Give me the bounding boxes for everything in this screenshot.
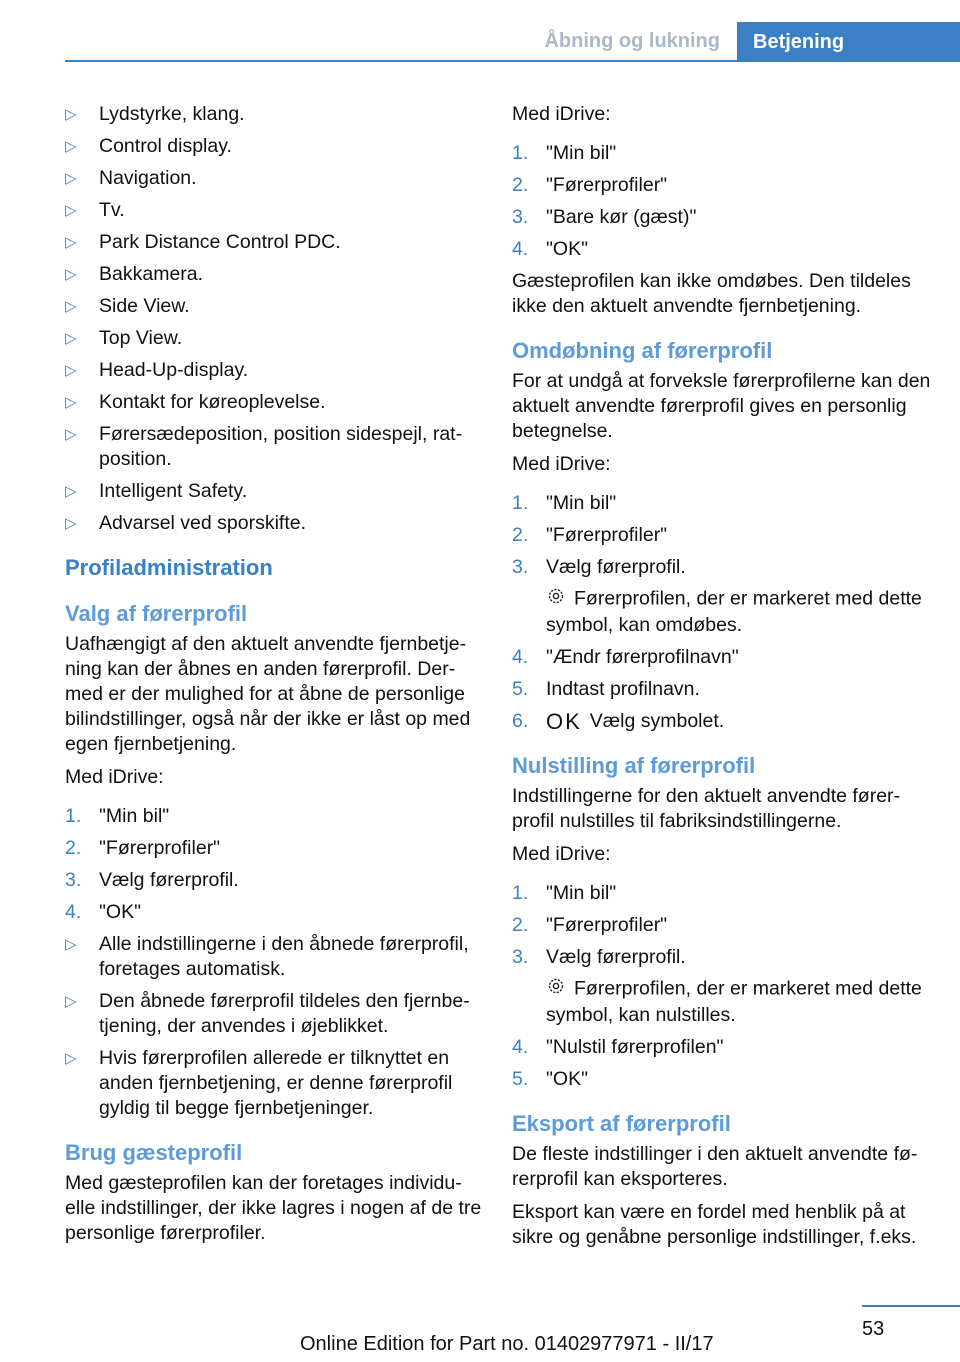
heading-eksport: Eksport af førerprofil <box>512 1111 731 1137</box>
heading-valg-af-forerprofil: Valg af førerprofil <box>65 601 248 626</box>
header-section-title: Åbning og lukning <box>544 30 720 52</box>
step-item <box>512 205 932 230</box>
step-number: 2. <box>512 174 529 196</box>
paragraph-med-idrive: Med iDrive: <box>65 766 164 788</box>
right-column <box>512 102 932 1258</box>
footer-edition: Online Edition for Part no. 01402977971 - II/17 <box>300 1333 714 1355</box>
steps-list <box>512 491 932 734</box>
step-text: "Min bil" <box>546 882 617 905</box>
step-text: "OK" <box>546 1068 589 1091</box>
step-item <box>65 868 485 893</box>
step-number: 5. <box>512 1068 529 1091</box>
list-item: ▷ Navigation. <box>65 166 485 191</box>
step-item <box>512 141 932 166</box>
heading-nulstilling: Nulstilling af førerprofil <box>512 753 756 779</box>
step-text: "Min bil" <box>99 805 170 827</box>
step-number: 4. <box>512 238 529 260</box>
paragraph: Eksport kan være en fordel med henblik på at sikre og genåbne personlige indstillinger, f.eks. <box>512 1201 917 1249</box>
step-number: 1. <box>512 882 529 905</box>
list-item: ▷ Lydstyrke, klang. <box>65 102 485 127</box>
step-text: Indtast profilnavn. <box>546 678 700 700</box>
paragraph: Uafhængigt af den aktuelt anvendte fjernbetjening kan der åbnes en anden førerprofil. Dermed er der mulighed for at åbne de personlige bilindstillinger, også når der ikke er låst op med egen fjernbetjening. <box>65 633 471 755</box>
step-number: 4. <box>512 646 529 668</box>
list-item: ▷ Head-Up-display. <box>65 358 485 383</box>
steps-list <box>65 804 485 925</box>
paragraph: Med gæsteprofilen kan der foretages individuelle indstillinger, der ikke lagres i nogen af de tre personlige førerprofiler. <box>65 1172 482 1244</box>
heading-omdobning: Omdøbning af førerprofil <box>512 338 773 363</box>
feature-list <box>65 102 485 536</box>
paragraph-med-idrive: Med iDrive: <box>512 843 611 866</box>
step-item <box>512 491 932 516</box>
step-number: 3. <box>512 556 529 578</box>
step-text: Vælg førerprofil. <box>546 946 686 969</box>
step-text: "Førerprofiler" <box>99 837 221 859</box>
step-number: 2. <box>512 914 529 937</box>
step-number: 2. <box>65 837 82 859</box>
page-number: 53 <box>862 1318 885 1340</box>
step-text: "OK" <box>546 238 589 260</box>
step-number: 4. <box>65 901 82 923</box>
list-item: ▷ Intelligent Safety. <box>65 479 485 504</box>
list-item: ▷ Tv. <box>65 198 485 223</box>
step-subnote-text: Førerprofilen, der er markeret med dette symbol, kan nulstilles. <box>546 978 922 1027</box>
step-text: Vælg symbolet. <box>589 710 725 732</box>
step-number: 6. <box>512 710 529 732</box>
page-header <box>0 0 960 62</box>
step-text: "Nulstil førerprofilen" <box>546 1036 724 1059</box>
steps-list <box>512 881 932 1092</box>
step-number: 4. <box>512 1036 529 1059</box>
step-item <box>512 1067 932 1092</box>
list-item: ▷ Kontakt for køreoplevelse. <box>65 390 485 415</box>
step-text: "OK" <box>99 901 142 923</box>
step-item <box>512 709 932 734</box>
list-item: ▷ Hvis førerprofilen allerede er tilknyttet en anden fjernbetjening, er denne førerprofil gyldig til begge fjernbetjeninger. <box>65 1046 485 1121</box>
steps-list <box>512 141 932 262</box>
step-subnote <box>546 976 932 1028</box>
step-text: "Førerprofiler" <box>546 174 668 196</box>
step-item <box>512 881 932 906</box>
list-item: ▷ Control display. <box>65 134 485 159</box>
step-number: 1. <box>512 492 529 514</box>
notes-list <box>65 932 485 1121</box>
step-subnote <box>546 586 932 638</box>
footer-rule <box>862 1305 960 1307</box>
step-item <box>512 677 932 702</box>
paragraph-med-idrive: Med iDrive: <box>512 103 611 125</box>
paragraph: Indstillingerne for den aktuelt anvendte førerprofil nulstilles til fabriksindstillingerne. <box>512 785 901 833</box>
step-item <box>512 237 932 262</box>
list-item: ▷ Den åbnede førerprofil tildeles den fjernbetjening, der anvendes i øjeblikket. <box>65 989 485 1039</box>
paragraph: Gæsteprofilen kan ikke omdøbes. Den tildeles ikke den aktuelt anvendte fjernbetjening. <box>512 270 911 317</box>
paragraph: De fleste indstillinger i den aktuelt anvendte førerprofil kan eksporteres. <box>512 1143 918 1191</box>
gear-icon <box>546 976 566 1003</box>
step-number: 3. <box>512 946 529 969</box>
heading-brug-gaesteprofil: Brug gæsteprofil <box>65 1140 243 1165</box>
step-item <box>512 1035 932 1060</box>
step-text: "Ændr førerprofilnavn" <box>546 646 739 668</box>
paragraph: For at undgå at forveksle førerprofilerne kan den aktuelt anvendte førerprofil gives en personlig betegnelse. <box>512 370 931 442</box>
step-item <box>512 913 932 938</box>
step-text: "Førerprofiler" <box>546 524 668 546</box>
step-number: 1. <box>512 142 529 164</box>
list-item: ▷ Park Distance Control PDC. <box>65 230 485 255</box>
step-item <box>512 173 932 198</box>
step-item <box>512 645 932 670</box>
step-text: Vælg førerprofil. <box>99 869 239 891</box>
gear-icon <box>546 586 566 613</box>
step-number: 5. <box>512 678 529 700</box>
step-subnote-text: Førerprofilen, der er markeret med dette symbol, kan omdøbes. <box>546 587 922 636</box>
left-column <box>65 102 485 1254</box>
header-chapter-tab: Betjening <box>737 22 960 62</box>
step-number: 1. <box>65 805 82 827</box>
step-text: "Bare kør (gæst)" <box>546 206 697 228</box>
step-text: Vælg førerprofil. <box>546 556 686 578</box>
step-item <box>65 900 485 925</box>
header-rule <box>65 60 960 62</box>
step-number: 3. <box>65 869 82 891</box>
step-number: 3. <box>512 206 529 228</box>
step-text: "Min bil" <box>546 492 617 514</box>
list-item: ▷ Alle indstillingerne i den åbnede førerprofil, foretages automatisk. <box>65 932 485 982</box>
heading-profiladministration: Profiladministration <box>65 555 273 580</box>
step-number: 2. <box>512 524 529 546</box>
list-item: ▷ Advarsel ved sporskifte. <box>65 511 485 536</box>
list-item: ▷ Side View. <box>65 294 485 319</box>
list-item: ▷ Førersædeposition, position sidespejl, ratposition. <box>65 422 485 472</box>
step-item <box>512 555 932 638</box>
step-text: "Førerprofiler" <box>546 914 668 937</box>
ok-icon: OK <box>546 709 582 735</box>
step-text: "Min bil" <box>546 142 617 164</box>
step-item <box>65 804 485 829</box>
list-item: ▷ Bakkamera. <box>65 262 485 287</box>
step-item <box>512 945 932 1028</box>
step-item <box>65 836 485 861</box>
paragraph-med-idrive: Med iDrive: <box>512 453 611 475</box>
step-item <box>512 523 932 548</box>
list-item: ▷ Top View. <box>65 326 485 351</box>
